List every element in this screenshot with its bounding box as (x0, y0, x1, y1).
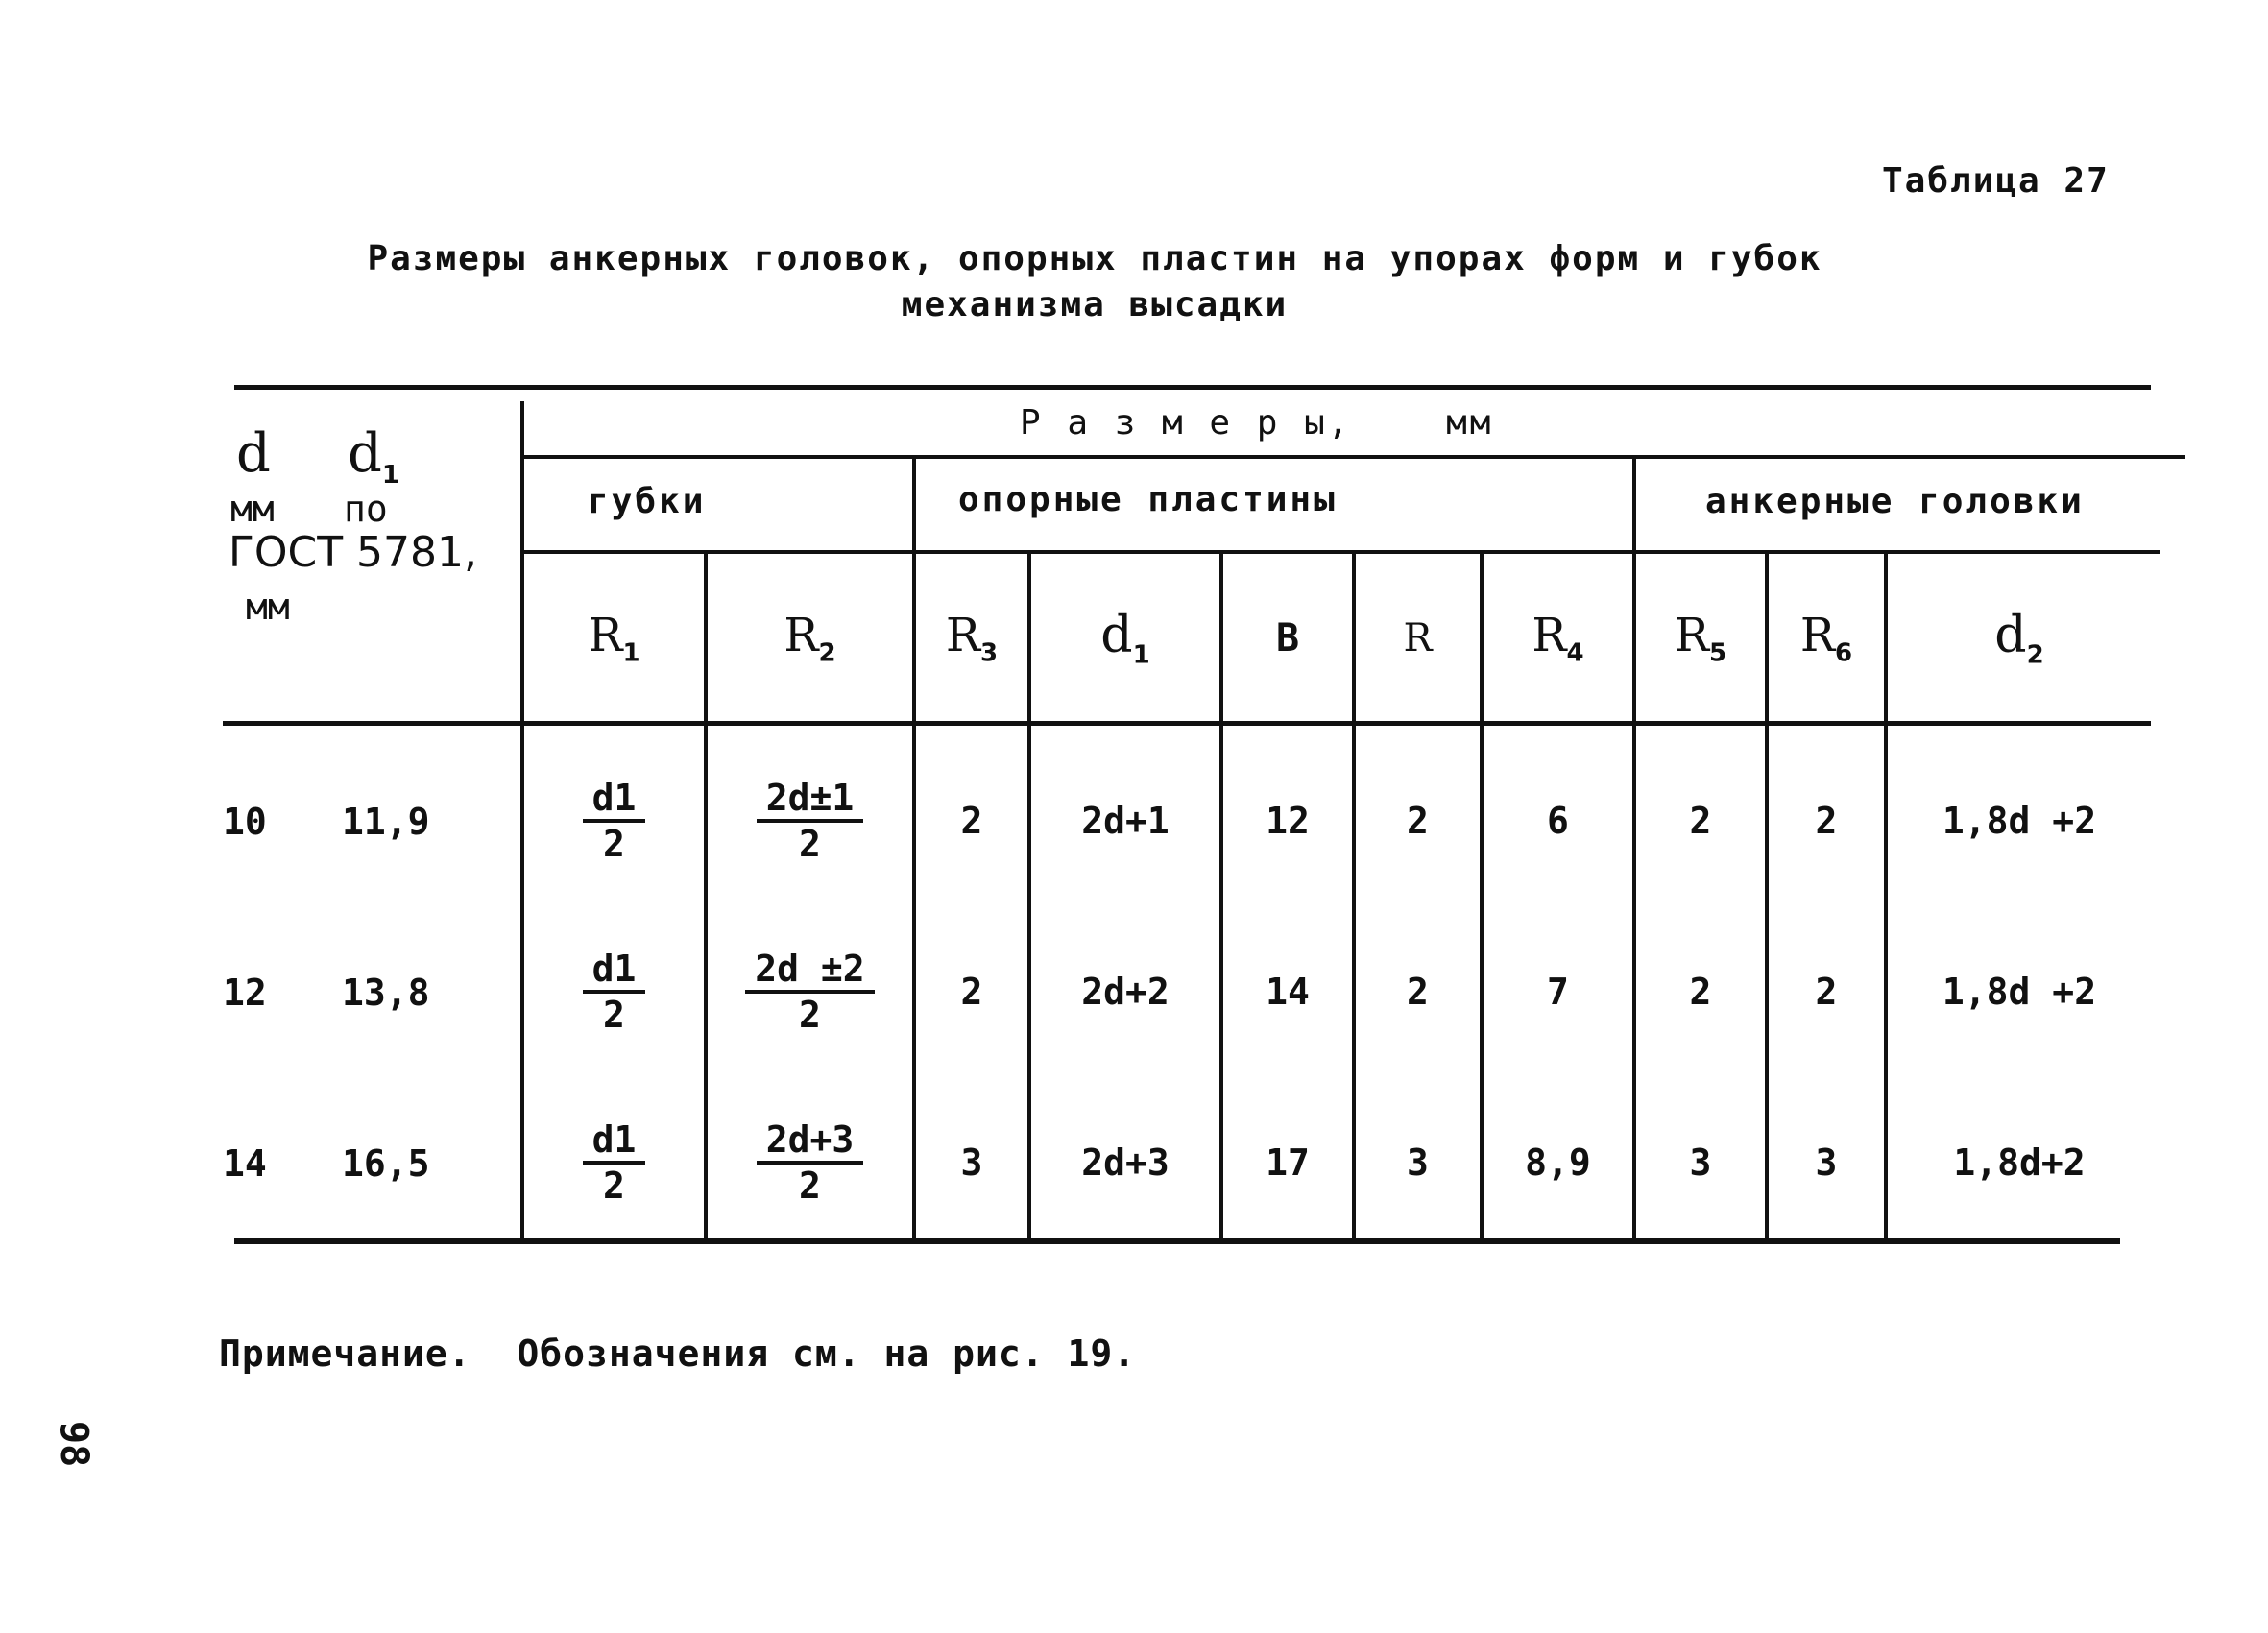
row3-r3: 3 (960, 1141, 983, 1184)
row3-r: 3 (1407, 1141, 1429, 1184)
table-number: Таблица 27 (1882, 161, 2110, 201)
row1-r: 2 (1407, 800, 1429, 842)
row3-r4: 8,9 (1525, 1141, 1591, 1184)
bottom-rule (234, 1238, 2120, 1244)
row3-b: 17 (1266, 1141, 1310, 1184)
header-bottom-rule (223, 721, 2151, 726)
row2-r3: 2 (960, 971, 983, 1013)
row1-r3: 2 (960, 800, 983, 842)
col-header-r2: $R_2$ (784, 609, 836, 668)
header-d1: $d_1$ (348, 422, 399, 491)
row3-d1-val: 2d+3 (1081, 1141, 1170, 1184)
header-gost: ГОСТ 5781, (229, 528, 478, 577)
row3-r2: $\frac{2d+3}{2}$ (708, 1091, 912, 1235)
groups-underline (524, 550, 2160, 554)
table-title (365, 236, 1824, 328)
col-header-r6: $R_6$ (1799, 609, 1853, 668)
col-header-r5: $R_5$ (1674, 609, 1727, 668)
row2-b: 14 (1266, 971, 1310, 1013)
row1-d2: 1,8d +2 (1942, 800, 2097, 842)
row1-d1: 11,9 (342, 801, 430, 843)
row1-r6: 2 (1815, 800, 1838, 842)
row2-r4: 7 (1547, 971, 1569, 1013)
row1-r1: $\frac{d1}{2}$ (524, 749, 704, 893)
header-plastiny: опорные пластины (958, 480, 1338, 519)
row2-r: 2 (1407, 971, 1429, 1013)
col-header-r4: $R_4$ (1532, 609, 1584, 668)
table-note: Примечание. Обозначения см. на рис. 19. (219, 1333, 1137, 1375)
header-golovki: анкерные головки (1705, 482, 2085, 521)
col-header-r1: $R_1$ (588, 609, 640, 668)
header-d: d (236, 422, 271, 485)
header-mm-units: мм (246, 586, 290, 628)
row2-d: 12 (223, 972, 267, 1014)
title-line-2: механизма высадки (901, 285, 1289, 324)
row1-r2: $\frac{2d\pm 1}{2}$ (708, 749, 912, 893)
col-header-d1: $d_1$ (1100, 607, 1150, 670)
row2-d1: 13,8 (342, 972, 430, 1014)
header-mm: мм (230, 488, 275, 530)
row1-d1-val: 2d+1 (1081, 800, 1170, 842)
col-header-b: B (1275, 616, 1300, 660)
row2-r2: $\frac{2d \pm 2}{2}$ (708, 920, 912, 1064)
row2-d1-val: 2d+2 (1081, 971, 1170, 1013)
row3-d: 14 (223, 1142, 267, 1185)
row3-r6: 3 (1815, 1141, 1838, 1184)
row3-r1: $\frac{d1}{2}$ (524, 1091, 704, 1235)
header-gubki: губки (588, 482, 707, 521)
col-header-r3: $R_3$ (945, 609, 999, 668)
col-header-d2: $d_2$ (1994, 607, 2044, 670)
header-razmery: Р а з м е р ы, мм (1020, 403, 1494, 443)
row3-d2: 1,8d+2 (1953, 1141, 2086, 1184)
title-line-1: Размеры анкерных головок, опорных пластин на упорах форм и губок (367, 239, 1822, 278)
row1-r5: 2 (1689, 800, 1712, 842)
row2-r1: $\frac{d1}{2}$ (524, 920, 704, 1064)
row3-d1: 16,5 (342, 1142, 430, 1185)
row1-b: 12 (1266, 800, 1310, 842)
header-po: по (344, 488, 388, 530)
row3-r5: 3 (1689, 1141, 1712, 1184)
row1-d: 10 (223, 801, 267, 843)
row2-d2: 1,8d +2 (1942, 971, 2097, 1013)
row1-r4: 6 (1547, 800, 1569, 842)
page-number: 98 (52, 1421, 96, 1468)
col-header-r: R (1403, 616, 1433, 660)
top-rule (234, 385, 2151, 390)
row2-r6: 2 (1815, 971, 1838, 1013)
row2-r5: 2 (1689, 971, 1712, 1013)
razmery-underline (524, 455, 2185, 459)
